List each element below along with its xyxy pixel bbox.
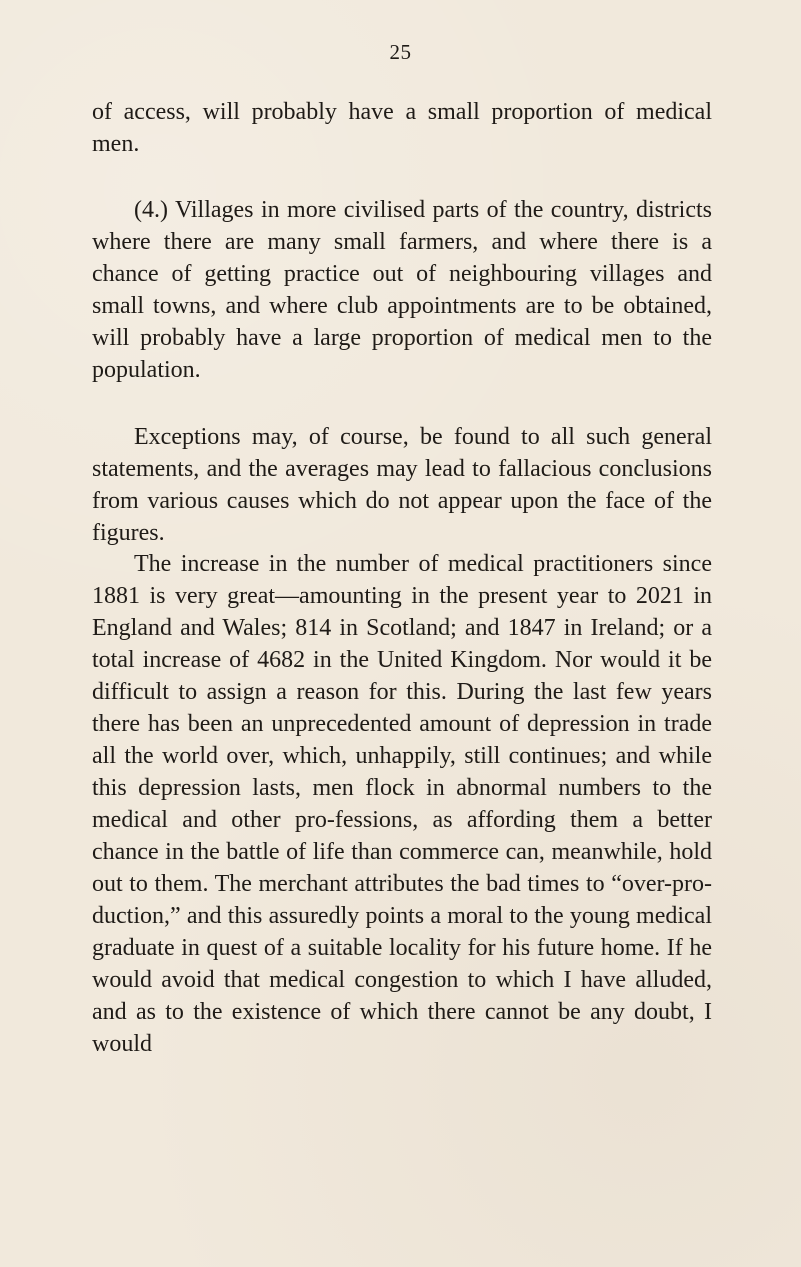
paragraph-civilised-villages: (4.) Villages in more civilised parts of the country, districts where there are many small farmers, and where there is a chance of getting practice out of neighbouring villages and small towns, and where club appointments are to be obtained, will probably have a large proportion of medical men to the population. — [92, 197, 712, 383]
paragraph-practitioner-increase: The increase in the number of medical practitioners since 1881 is very great—amounting in the present year to 2021 in England and Wales; 814 in Scotland; and 1847 in Ireland; or a total increase of 4682 in the United Kingdom. Nor would it be difficult to assign a reason for this. During the last few years there has been an unprecedented amount of depression in trade all the world over, which, unhappily, still continues; and while this depression lasts, men flock in abnormal numbers to the medical and other pro-fessions, as affording them a better chance in the battle of life than commerce can, meanwhile, hold out to them. The merchant attributes the bad times to “over-pro-duction,” and this assuredly points a moral to the young medical graduate in quest of a suitable locality for his future home. If he would avoid that medical congestion to which I have alluded, and as to the existence of which there cannot be any doubt, I would — [92, 551, 712, 1057]
paragraph-exceptions: Exceptions may, of course, be found to all such general statements, and the averages may lead to fallacious conclusions from various causes which do not appear upon the face of the figures. — [92, 424, 712, 546]
paragraph-access-proportion: of access, will probably have a small proportion of medical men. — [92, 99, 712, 157]
page-number: 25 — [389, 40, 412, 64]
